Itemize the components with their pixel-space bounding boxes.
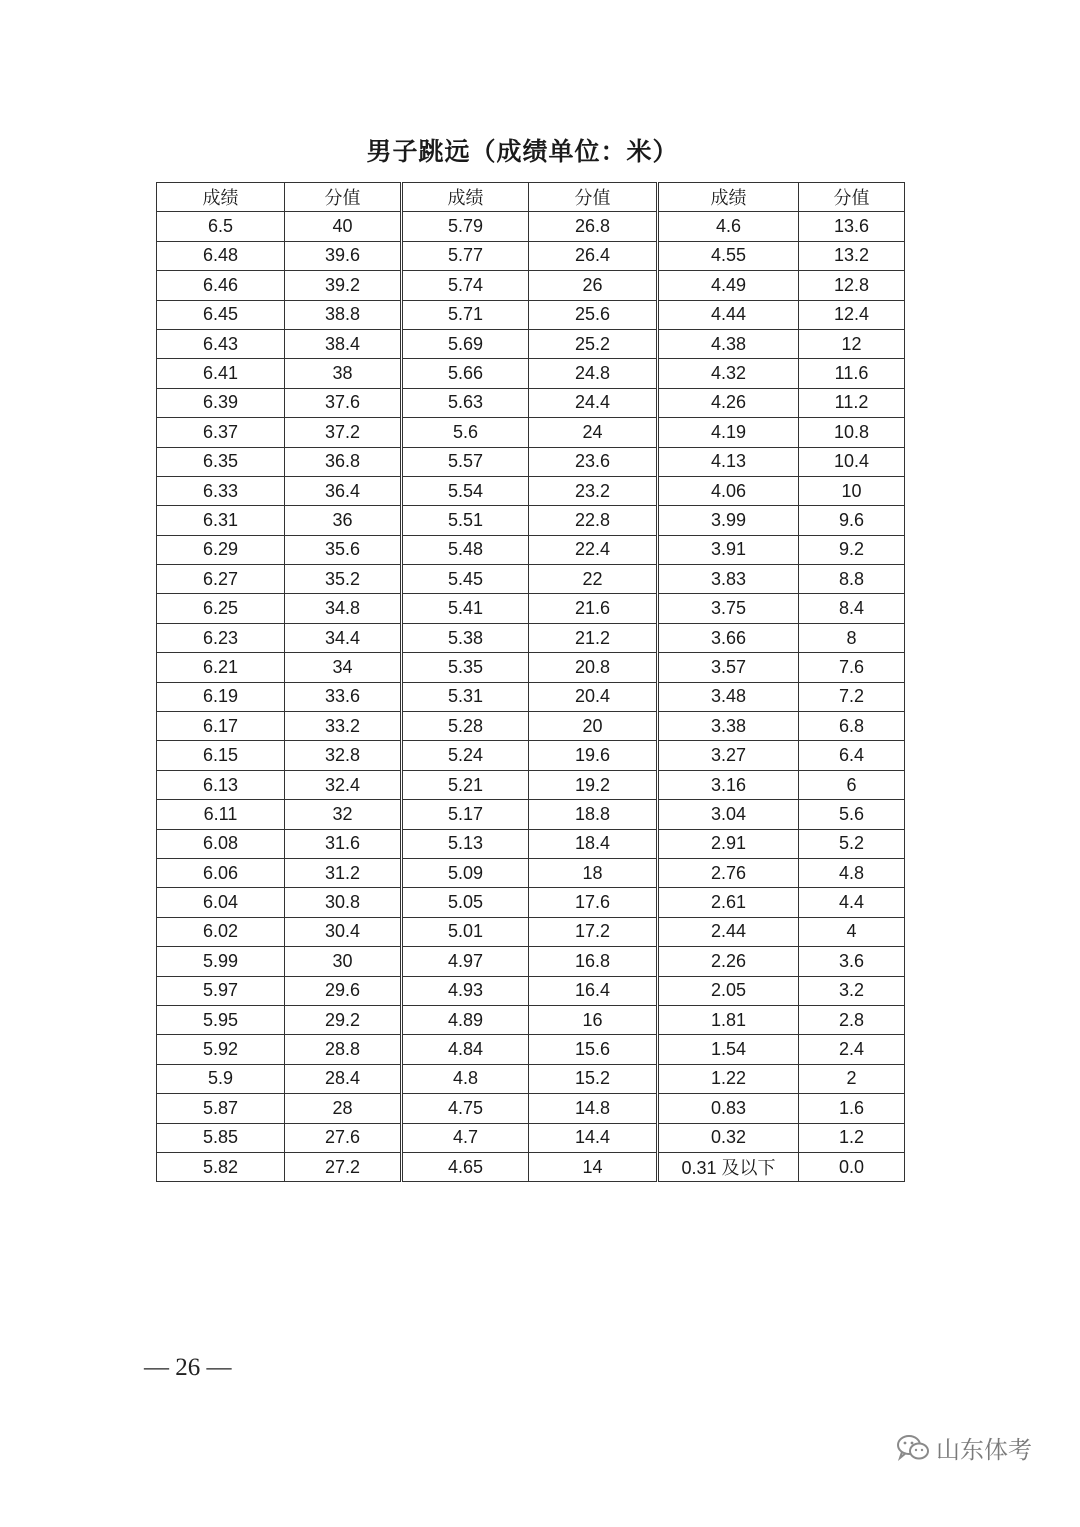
points-cell: 3.6 bbox=[799, 947, 905, 976]
points-cell: 36.4 bbox=[285, 476, 402, 505]
points-cell: 32.8 bbox=[285, 741, 402, 770]
table-row bbox=[157, 653, 905, 682]
score-cell: 5.09 bbox=[402, 858, 529, 887]
points-cell: 35.6 bbox=[285, 535, 402, 564]
table-row bbox=[157, 418, 905, 447]
points-cell: 36 bbox=[285, 506, 402, 535]
score-cell: 5.6 bbox=[402, 418, 529, 447]
score-cell: 4.93 bbox=[402, 976, 529, 1005]
score-cell: 5.48 bbox=[402, 535, 529, 564]
points-cell: 37.2 bbox=[285, 418, 402, 447]
score-cell: 4.49 bbox=[658, 271, 799, 300]
score-cell: 5.57 bbox=[402, 447, 529, 476]
points-cell: 28.4 bbox=[285, 1064, 402, 1093]
points-cell: 11.2 bbox=[799, 388, 905, 417]
points-cell: 31.2 bbox=[285, 858, 402, 887]
score-cell: 6.15 bbox=[157, 741, 285, 770]
score-cell: 5.85 bbox=[157, 1123, 285, 1152]
points-cell: 38.4 bbox=[285, 329, 402, 358]
wechat-icon bbox=[896, 1433, 930, 1463]
score-cell: 5.51 bbox=[402, 506, 529, 535]
points-cell: 38.8 bbox=[285, 300, 402, 329]
points-cell: 30 bbox=[285, 947, 402, 976]
score-cell: 4.13 bbox=[658, 447, 799, 476]
score-cell: 5.77 bbox=[402, 241, 529, 270]
table-body bbox=[157, 212, 905, 1182]
score-cell: 5.38 bbox=[402, 623, 529, 652]
points-cell: 5.2 bbox=[799, 829, 905, 858]
points-cell: 8 bbox=[799, 623, 905, 652]
score-cell: 6.43 bbox=[157, 329, 285, 358]
score-cell: 5.97 bbox=[157, 976, 285, 1005]
score-cell: 5.66 bbox=[402, 359, 529, 388]
table-row bbox=[157, 565, 905, 594]
score-cell: 3.99 bbox=[658, 506, 799, 535]
points-cell: 4.8 bbox=[799, 858, 905, 887]
score-cell: 5.24 bbox=[402, 741, 529, 770]
table-row bbox=[157, 947, 905, 976]
points-cell: 16.4 bbox=[529, 976, 658, 1005]
points-cell: 10.8 bbox=[799, 418, 905, 447]
points-cell: 31.6 bbox=[285, 829, 402, 858]
points-cell: 15.2 bbox=[529, 1064, 658, 1093]
points-cell: 4 bbox=[799, 917, 905, 946]
score-cell: 4.84 bbox=[402, 1035, 529, 1064]
score-cell: 5.71 bbox=[402, 300, 529, 329]
points-cell: 38 bbox=[285, 359, 402, 388]
score-cell: 6.23 bbox=[157, 623, 285, 652]
score-cell: 5.17 bbox=[402, 800, 529, 829]
score-cell: 4.38 bbox=[658, 329, 799, 358]
points-cell: 8.8 bbox=[799, 565, 905, 594]
points-cell: 3.2 bbox=[799, 976, 905, 1005]
points-cell: 2.4 bbox=[799, 1035, 905, 1064]
table-header bbox=[157, 183, 905, 212]
points-cell: 18.8 bbox=[529, 800, 658, 829]
table-row bbox=[157, 976, 905, 1005]
score-cell: 3.27 bbox=[658, 741, 799, 770]
score-cell: 2.61 bbox=[658, 888, 799, 917]
points-cell: 2.8 bbox=[799, 1005, 905, 1034]
score-cell: 6.48 bbox=[157, 241, 285, 270]
points-cell: 26.4 bbox=[529, 241, 658, 270]
points-cell: 21.6 bbox=[529, 594, 658, 623]
score-cell: 3.75 bbox=[658, 594, 799, 623]
score-cell: 4.7 bbox=[402, 1123, 529, 1152]
points-cell: 22 bbox=[529, 565, 658, 594]
score-cell: 6.46 bbox=[157, 271, 285, 300]
points-cell: 22.8 bbox=[529, 506, 658, 535]
score-cell: 6.13 bbox=[157, 770, 285, 799]
score-table bbox=[156, 182, 905, 1182]
points-cell: 30.4 bbox=[285, 917, 402, 946]
score-cell: 5.74 bbox=[402, 271, 529, 300]
score-cell: 4.89 bbox=[402, 1005, 529, 1034]
score-cell: 6.04 bbox=[157, 888, 285, 917]
points-cell: 29.6 bbox=[285, 976, 402, 1005]
table-row bbox=[157, 741, 905, 770]
points-cell: 17.6 bbox=[529, 888, 658, 917]
table-row bbox=[157, 1094, 905, 1123]
score-cell: 5.95 bbox=[157, 1005, 285, 1034]
score-cell: 6.35 bbox=[157, 447, 285, 476]
points-cell: 8.4 bbox=[799, 594, 905, 623]
score-cell: 5.45 bbox=[402, 565, 529, 594]
points-cell: 6 bbox=[799, 770, 905, 799]
table-row bbox=[157, 682, 905, 711]
header-points-3: 分值 bbox=[799, 183, 905, 212]
points-cell: 26.8 bbox=[529, 212, 658, 241]
points-cell: 24.8 bbox=[529, 359, 658, 388]
score-cell: 4.26 bbox=[658, 388, 799, 417]
header-points-2: 分值 bbox=[529, 183, 658, 212]
score-cell: 5.87 bbox=[157, 1094, 285, 1123]
score-cell: 3.48 bbox=[658, 682, 799, 711]
table-row bbox=[157, 506, 905, 535]
points-cell: 24 bbox=[529, 418, 658, 447]
table-row bbox=[157, 800, 905, 829]
score-cell: 5.21 bbox=[402, 770, 529, 799]
table-row bbox=[157, 447, 905, 476]
points-cell: 23.2 bbox=[529, 476, 658, 505]
score-cell: 4.8 bbox=[402, 1064, 529, 1093]
points-cell: 17.2 bbox=[529, 917, 658, 946]
points-cell: 34 bbox=[285, 653, 402, 682]
points-cell: 5.6 bbox=[799, 800, 905, 829]
score-cell: 5.31 bbox=[402, 682, 529, 711]
score-cell: 4.65 bbox=[402, 1152, 529, 1181]
points-cell: 32.4 bbox=[285, 770, 402, 799]
score-cell: 1.81 bbox=[658, 1005, 799, 1034]
score-cell: 4.19 bbox=[658, 418, 799, 447]
points-cell: 1.6 bbox=[799, 1094, 905, 1123]
points-cell: 36.8 bbox=[285, 447, 402, 476]
points-cell: 25.6 bbox=[529, 300, 658, 329]
score-cell: 4.06 bbox=[658, 476, 799, 505]
header-score-2: 成绩 bbox=[402, 183, 529, 212]
score-cell: 4.55 bbox=[658, 241, 799, 270]
score-cell: 6.25 bbox=[157, 594, 285, 623]
score-cell: 6.41 bbox=[157, 359, 285, 388]
points-cell: 20 bbox=[529, 712, 658, 741]
table-row bbox=[157, 1035, 905, 1064]
score-cell: 3.91 bbox=[658, 535, 799, 564]
score-cell: 3.38 bbox=[658, 712, 799, 741]
score-cell: 4.97 bbox=[402, 947, 529, 976]
points-cell: 7.6 bbox=[799, 653, 905, 682]
points-cell: 28.8 bbox=[285, 1035, 402, 1064]
points-cell: 7.2 bbox=[799, 682, 905, 711]
table-row bbox=[157, 858, 905, 887]
points-cell: 26 bbox=[529, 271, 658, 300]
points-cell: 14.8 bbox=[529, 1094, 658, 1123]
score-cell: 2.44 bbox=[658, 917, 799, 946]
score-cell: 2.26 bbox=[658, 947, 799, 976]
score-cell: 1.22 bbox=[658, 1064, 799, 1093]
watermark-text: 山东体考 bbox=[936, 1436, 1032, 1464]
score-cell: 6.21 bbox=[157, 653, 285, 682]
points-cell: 23.6 bbox=[529, 447, 658, 476]
table-row bbox=[157, 917, 905, 946]
score-cell: 6.39 bbox=[157, 388, 285, 417]
points-cell: 19.2 bbox=[529, 770, 658, 799]
table-row bbox=[157, 241, 905, 270]
points-cell: 32 bbox=[285, 800, 402, 829]
score-cell: 4.6 bbox=[658, 212, 799, 241]
table-row bbox=[157, 888, 905, 917]
table-row bbox=[157, 212, 905, 241]
table-row bbox=[157, 300, 905, 329]
score-cell: 6.08 bbox=[157, 829, 285, 858]
score-cell: 5.9 bbox=[157, 1064, 285, 1093]
points-cell: 13.2 bbox=[799, 241, 905, 270]
table-row bbox=[157, 271, 905, 300]
table-row bbox=[157, 1064, 905, 1093]
points-cell: 24.4 bbox=[529, 388, 658, 417]
points-cell: 18.4 bbox=[529, 829, 658, 858]
score-cell: 5.54 bbox=[402, 476, 529, 505]
points-cell: 33.6 bbox=[285, 682, 402, 711]
points-cell: 20.8 bbox=[529, 653, 658, 682]
score-cell: 5.69 bbox=[402, 329, 529, 358]
score-cell: 6.33 bbox=[157, 476, 285, 505]
score-cell: 2.76 bbox=[658, 858, 799, 887]
points-cell: 40 bbox=[285, 212, 402, 241]
score-cell: 6.02 bbox=[157, 917, 285, 946]
points-cell: 13.6 bbox=[799, 212, 905, 241]
score-cell: 5.82 bbox=[157, 1152, 285, 1181]
points-cell: 27.6 bbox=[285, 1123, 402, 1152]
score-cell: 6.29 bbox=[157, 535, 285, 564]
score-cell: 6.5 bbox=[157, 212, 285, 241]
points-cell: 11.6 bbox=[799, 359, 905, 388]
score-cell: 4.32 bbox=[658, 359, 799, 388]
score-cell: 5.35 bbox=[402, 653, 529, 682]
score-cell: 5.13 bbox=[402, 829, 529, 858]
points-cell: 0.0 bbox=[799, 1152, 905, 1181]
score-cell: 4.75 bbox=[402, 1094, 529, 1123]
score-cell: 6.17 bbox=[157, 712, 285, 741]
table-row bbox=[157, 388, 905, 417]
score-cell: 5.63 bbox=[402, 388, 529, 417]
points-cell: 39.2 bbox=[285, 271, 402, 300]
points-cell: 16 bbox=[529, 1005, 658, 1034]
points-cell: 33.2 bbox=[285, 712, 402, 741]
table-row bbox=[157, 770, 905, 799]
points-cell: 22.4 bbox=[529, 535, 658, 564]
score-cell: 6.11 bbox=[157, 800, 285, 829]
score-cell: 4.44 bbox=[658, 300, 799, 329]
points-cell: 12.4 bbox=[799, 300, 905, 329]
score-cell: 6.19 bbox=[157, 682, 285, 711]
table-row bbox=[157, 1152, 905, 1181]
score-cell: 5.92 bbox=[157, 1035, 285, 1064]
points-cell: 30.8 bbox=[285, 888, 402, 917]
score-cell: 5.01 bbox=[402, 917, 529, 946]
score-cell: 6.06 bbox=[157, 858, 285, 887]
table-row bbox=[157, 712, 905, 741]
points-cell: 27.2 bbox=[285, 1152, 402, 1181]
points-cell: 37.6 bbox=[285, 388, 402, 417]
points-cell: 34.8 bbox=[285, 594, 402, 623]
score-cell: 6.37 bbox=[157, 418, 285, 447]
table-row bbox=[157, 359, 905, 388]
points-cell: 14 bbox=[529, 1152, 658, 1181]
score-cell: 6.27 bbox=[157, 565, 285, 594]
points-cell: 15.6 bbox=[529, 1035, 658, 1064]
header-score-1: 成绩 bbox=[157, 183, 285, 212]
score-cell: 5.28 bbox=[402, 712, 529, 741]
table-row bbox=[157, 594, 905, 623]
points-cell: 39.6 bbox=[285, 241, 402, 270]
score-cell: 2.91 bbox=[658, 829, 799, 858]
points-cell: 6.8 bbox=[799, 712, 905, 741]
score-cell: 1.54 bbox=[658, 1035, 799, 1064]
points-cell: 2 bbox=[799, 1064, 905, 1093]
points-cell: 28 bbox=[285, 1094, 402, 1123]
points-cell: 29.2 bbox=[285, 1005, 402, 1034]
table-row bbox=[157, 1005, 905, 1034]
table-row bbox=[157, 829, 905, 858]
score-cell: 3.66 bbox=[658, 623, 799, 652]
table-row bbox=[157, 1123, 905, 1152]
score-cell: 3.04 bbox=[658, 800, 799, 829]
score-cell: 6.45 bbox=[157, 300, 285, 329]
score-cell: 3.83 bbox=[658, 565, 799, 594]
points-cell: 10 bbox=[799, 476, 905, 505]
score-cell: 3.57 bbox=[658, 653, 799, 682]
table-row bbox=[157, 476, 905, 505]
score-cell: 3.16 bbox=[658, 770, 799, 799]
table-row bbox=[157, 329, 905, 358]
score-cell: 5.79 bbox=[402, 212, 529, 241]
score-cell: 2.05 bbox=[658, 976, 799, 1005]
points-cell: 6.4 bbox=[799, 741, 905, 770]
points-cell: 14.4 bbox=[529, 1123, 658, 1152]
points-cell: 18 bbox=[529, 858, 658, 887]
page-number: — 26 — bbox=[144, 1354, 232, 1381]
score-cell: 5.05 bbox=[402, 888, 529, 917]
header-score-3: 成绩 bbox=[658, 183, 799, 212]
points-cell: 34.4 bbox=[285, 623, 402, 652]
score-cell: 0.31 及以下 bbox=[658, 1152, 799, 1181]
page-title: 男子跳远（成绩单位：米） bbox=[366, 137, 679, 166]
table-row bbox=[157, 623, 905, 652]
points-cell: 19.6 bbox=[529, 741, 658, 770]
points-cell: 20.4 bbox=[529, 682, 658, 711]
points-cell: 12.8 bbox=[799, 271, 905, 300]
score-cell: 0.32 bbox=[658, 1123, 799, 1152]
points-cell: 1.2 bbox=[799, 1123, 905, 1152]
points-cell: 25.2 bbox=[529, 329, 658, 358]
header-points-1: 分值 bbox=[285, 183, 402, 212]
points-cell: 21.2 bbox=[529, 623, 658, 652]
table-row bbox=[157, 535, 905, 564]
points-cell: 35.2 bbox=[285, 565, 402, 594]
points-cell: 4.4 bbox=[799, 888, 905, 917]
header-row bbox=[157, 183, 905, 212]
points-cell: 9.6 bbox=[799, 506, 905, 535]
points-cell: 16.8 bbox=[529, 947, 658, 976]
points-cell: 10.4 bbox=[799, 447, 905, 476]
points-cell: 12 bbox=[799, 329, 905, 358]
watermark bbox=[896, 1430, 1032, 1465]
score-cell: 0.83 bbox=[658, 1094, 799, 1123]
points-cell: 9.2 bbox=[799, 535, 905, 564]
score-cell: 5.41 bbox=[402, 594, 529, 623]
score-cell: 6.31 bbox=[157, 506, 285, 535]
score-cell: 5.99 bbox=[157, 947, 285, 976]
